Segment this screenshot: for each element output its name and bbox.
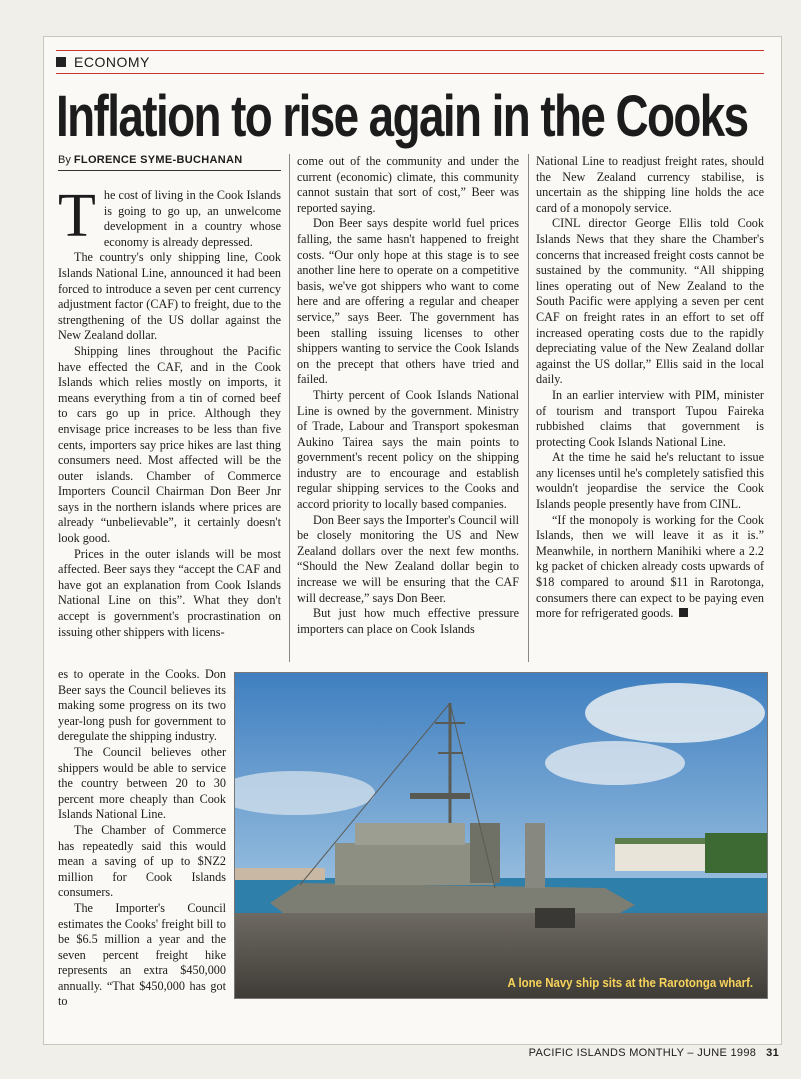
paragraph: In an earlier interview with PIM, minister of tourism and transport Tupou Faireka rubbished claims that government is protecting Cook Islands National Line. bbox=[536, 387, 764, 449]
paragraph: come out of the community and under the current (economic) climate, this community cannot sustain that sort of cost,” Beer was reported saying. bbox=[297, 154, 519, 215]
article-column-1 bbox=[58, 182, 281, 640]
section-square-icon bbox=[56, 57, 66, 67]
paragraph: Shipping lines throughout the Pacific have effected the CAF, and in the Cook Islands which relies mostly on imports, it means everything from a tin of corned beef to cars go up in price. Although they envisage price increases to be less than five cents, importers say price hikes are last thing consumers need. Most affected will be the outer islands. Chamber of Commerce Importers Council Chairman Don Beer Jnr says in the northern islands where prices are already “unbelievable”, it certainly doesn't look good. bbox=[58, 343, 281, 546]
lead-paragraph bbox=[58, 182, 281, 250]
publication-name: PACIFIC ISLANDS MONTHLY – JUNE 1998 bbox=[528, 1047, 757, 1059]
article-column-3 bbox=[536, 154, 764, 622]
paragraph: At the time he said he's reluctant to issue any licenses until he's completely satisfied this wouldn't jeopardise the service the Cook Islands people presently have from CINL. bbox=[536, 450, 764, 512]
paragraph bbox=[536, 513, 764, 622]
byline bbox=[58, 154, 281, 171]
paragraph: Don Beer says despite world fuel prices falling, the same hasn't happened to freight costs. “Our only hope at this stage is to see another line here to operate on a competitive basis, we've got shippers who want to come here and are offering a regular and cheaper service,” says Beer. The government has been stalling issuing licenses to other shippers wanting to service the Cook Islands on the precept that others have tried and failed. bbox=[297, 216, 519, 387]
photo-caption: A lone Navy ship sits at the Rarotonga wharf. bbox=[507, 975, 753, 990]
section-name: ECONOMY bbox=[74, 54, 150, 70]
top-rule bbox=[56, 50, 764, 51]
lead-text: he cost of living in the Cook Islands is going to go up, an unwelcome development in a country whose economy is already depressed. bbox=[103, 188, 281, 249]
closing-text: “If the monopoly is working for the Cook Islands, then we will leave it as it is.” Meanwhile, in northern Manihiki where a 2.2 kg packet of chicken already costs upwards of $18 compared to around $11 in Rarotonga, consumers there can expect to be paying even more for refrigerated goods. bbox=[536, 512, 764, 621]
paragraph: Prices in the outer islands will be most affected. Beer says they “accept the CAF and have got an explanation from Cook Islands National Line on this”. What they don't accept is government's procrastination on issuing other shippers with licens- bbox=[58, 546, 281, 639]
paragraph: The country's only shipping line, Cook Islands National Line, announced it had been forced to introduce a seven per cent currency adjustment factor (CAF) to freight, due to the strengthening of the US dollar against the New Zealand dollar. bbox=[58, 250, 281, 343]
drop-cap: T bbox=[58, 182, 96, 250]
byline-prefix: By bbox=[58, 154, 71, 166]
paragraph: CINL director George Ellis told Cook Islands News that they share the Chamber's concerns that increased freight costs cannot be sustained by the community. “All shipping lines operating out of New Zealand to the South Pacific were applying a seven per cent CAF on freight rates in an effort to set off increased operating costs due to the rapidly depreciating value of the New Zealand dollar against the US dollar,” Ellis said in the local daily. bbox=[536, 216, 764, 387]
ship-illustration bbox=[235, 673, 767, 998]
paragraph: National Line to readjust freight rates, should the New Zealand currency stabilise, is uncertain as the shipping line holds the ace card of a monopoly service. bbox=[536, 154, 764, 215]
page-footer bbox=[529, 1047, 779, 1059]
paragraph: But just how much effective pressure importers can place on Cook Islands bbox=[297, 606, 519, 636]
article-column-2 bbox=[297, 154, 519, 637]
paragraph: Don Beer says the Importer's Council will be closely monitoring the US and New Zealand dollars over the next few months. “Should the New Zealand dollar begin to increase we will be ensuring that the CAF will decrease,” says Don Beer. bbox=[297, 512, 519, 605]
column-divider bbox=[528, 154, 529, 662]
section-label bbox=[56, 54, 150, 70]
paragraph: es to operate in the Cooks. Don Beer says the Council believes its making some progress on its two year-long push for government to deregulate the shipping industry. bbox=[58, 667, 226, 744]
headline: Inflation to rise again in the Cooks bbox=[56, 84, 748, 149]
end-of-article-icon bbox=[679, 608, 688, 617]
paragraph: The Importer's Council estimates the Cooks' freight bill to be $6.5 million a year and the seven percent freight hike represents an extra $450,000 annually. “That $450,000 has got to bbox=[58, 900, 226, 1009]
article-column-1-continued bbox=[58, 667, 226, 1010]
ship-photo bbox=[234, 672, 768, 999]
column-divider bbox=[289, 154, 290, 662]
paragraph: The Chamber of Commerce has repeatedly said this would mean a saving of up to $NZ2 million for Cook Islands consumers. bbox=[58, 822, 226, 900]
paragraph: Thirty percent of Cook Islands National Line is owned by the government. Ministry of Trade, Labour and Transport spokesman Aukino Tairea says the main points to government's recent policy on the shipping industry are to encourage and establish regular shipping services to the Cooks and accord priority to locally based companies. bbox=[297, 387, 519, 512]
section-rule bbox=[56, 73, 764, 74]
paragraph: The Council believes other shippers would be able to service the country between 20 to 30 percent more cheaply than Cook Islands National Line. bbox=[58, 744, 226, 822]
byline-author: FLORENCE SYME-BUCHANAN bbox=[73, 154, 243, 166]
page-number: 31 bbox=[766, 1047, 779, 1059]
